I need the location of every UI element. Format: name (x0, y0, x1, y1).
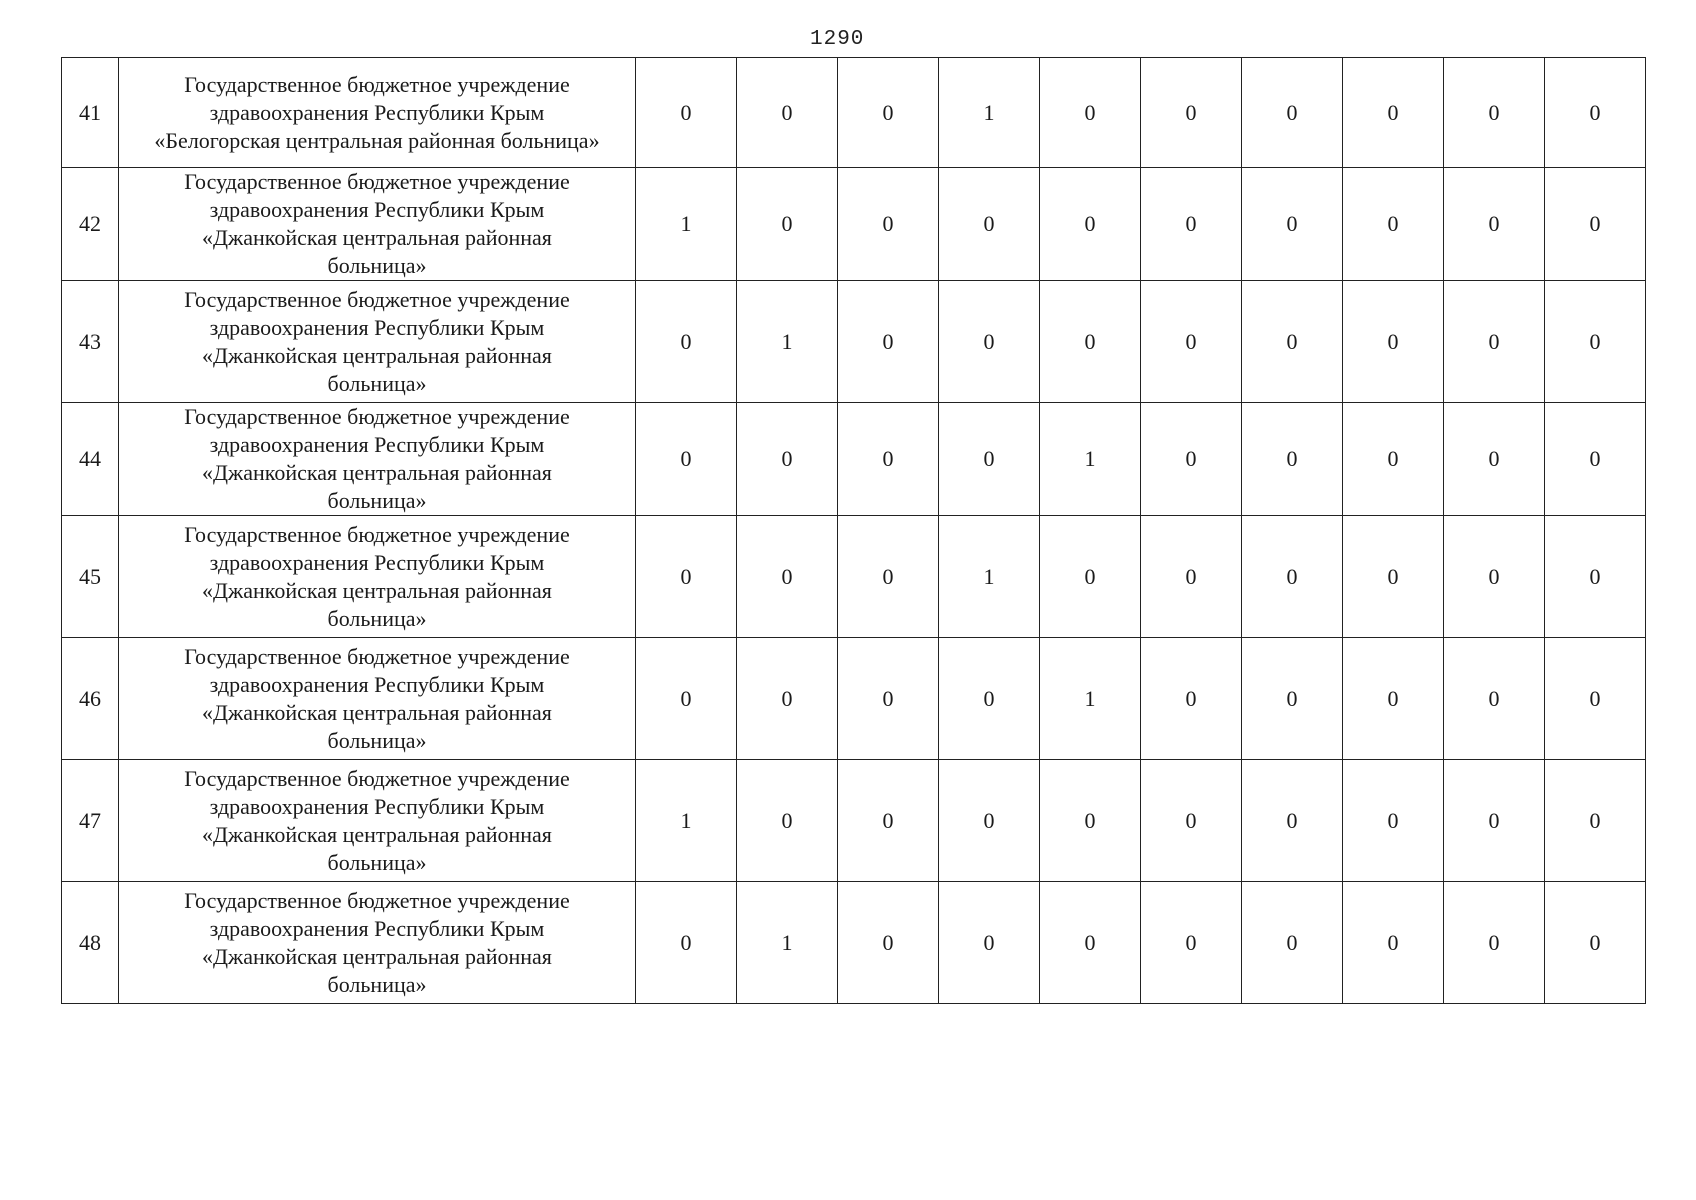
table-body (62, 58, 1646, 1004)
value-cell: 0 (1444, 516, 1545, 638)
institution-name-line: Государственное бюджетное учреждение (184, 765, 570, 791)
institution-name-cell (119, 638, 636, 760)
value-cell: 0 (1141, 516, 1242, 638)
value-cell: 0 (1545, 882, 1646, 1004)
row-number-cell: 43 (62, 281, 119, 403)
value-cell: 0 (1343, 882, 1444, 1004)
value-cell: 0 (1040, 168, 1141, 281)
institution-name-line: здравоохранения Республики Крым (209, 197, 545, 222)
table-row (62, 760, 1646, 882)
table-row (62, 403, 1646, 516)
institution-name-line: здравоохранения Республики Крым (209, 432, 545, 457)
institution-name-cell (119, 58, 636, 168)
value-cell: 0 (1242, 760, 1343, 882)
institution-name-line: «Джанкойская центральная районная (202, 943, 552, 969)
institution-name-line: Государственное бюджетное учреждение (184, 71, 570, 97)
institution-name-line: здравоохранения Республики Крым (209, 671, 545, 697)
table-row (62, 882, 1646, 1004)
value-cell: 0 (1242, 168, 1343, 281)
value-cell: 0 (838, 58, 939, 168)
institution-name-line: «Джанкойская центральная районная (202, 821, 552, 847)
value-cell: 1 (1040, 403, 1141, 516)
value-cell: 0 (1040, 882, 1141, 1004)
institution-name-line: больница» (327, 849, 427, 875)
value-cell: 1 (1040, 638, 1141, 760)
value-cell: 0 (838, 168, 939, 281)
value-cell: 0 (1444, 638, 1545, 760)
value-cell: 0 (636, 882, 737, 1004)
value-cell: 0 (1545, 760, 1646, 882)
value-cell: 0 (1545, 403, 1646, 516)
table-row (62, 516, 1646, 638)
value-cell: 1 (636, 760, 737, 882)
value-cell: 0 (737, 638, 838, 760)
data-table (61, 57, 1646, 1004)
value-cell: 0 (1444, 281, 1545, 403)
value-cell: 0 (1141, 638, 1242, 760)
value-cell: 0 (1040, 281, 1141, 403)
institution-name-line: Государственное бюджетное учреждение (184, 286, 570, 312)
value-cell: 0 (838, 882, 939, 1004)
value-cell: 0 (636, 58, 737, 168)
value-cell: 0 (737, 58, 838, 168)
table-row (62, 168, 1646, 281)
institution-name-line: «Джанкойская центральная районная (202, 225, 552, 250)
value-cell: 0 (1242, 638, 1343, 760)
value-cell: 0 (1141, 281, 1242, 403)
value-cell: 0 (1343, 403, 1444, 516)
value-cell: 0 (939, 638, 1040, 760)
row-number-cell: 48 (62, 882, 119, 1004)
value-cell: 0 (1545, 281, 1646, 403)
value-cell: 0 (1141, 58, 1242, 168)
institution-name-line: больница» (327, 370, 427, 396)
value-cell: 0 (939, 403, 1040, 516)
value-cell: 0 (1343, 516, 1444, 638)
table-row (62, 638, 1646, 760)
value-cell: 0 (636, 281, 737, 403)
row-number-cell: 42 (62, 168, 119, 281)
value-cell: 0 (838, 760, 939, 882)
value-cell: 0 (1343, 638, 1444, 760)
institution-name-line: «Белогорская центральная районная больница» (154, 127, 600, 153)
institution-name-cell (119, 516, 636, 638)
value-cell: 0 (838, 516, 939, 638)
value-cell: 0 (1343, 760, 1444, 882)
value-cell: 0 (939, 168, 1040, 281)
value-cell: 0 (1040, 516, 1141, 638)
institution-name-line: Государственное бюджетное учреждение (184, 643, 570, 669)
value-cell: 0 (1444, 58, 1545, 168)
value-cell: 0 (1141, 403, 1242, 516)
institution-name-line: Государственное бюджетное учреждение (184, 887, 570, 913)
value-cell: 0 (838, 281, 939, 403)
value-cell: 1 (636, 168, 737, 281)
value-cell: 0 (1242, 403, 1343, 516)
institution-name-cell (119, 760, 636, 882)
table-row (62, 58, 1646, 168)
row-number-cell: 47 (62, 760, 119, 882)
value-cell: 1 (737, 281, 838, 403)
value-cell: 0 (838, 638, 939, 760)
row-number-cell: 41 (62, 58, 119, 168)
institution-name-line: здравоохранения Республики Крым (209, 549, 545, 575)
value-cell: 0 (1242, 58, 1343, 168)
institution-name-line: больница» (327, 727, 427, 753)
value-cell: 0 (1141, 882, 1242, 1004)
institution-name-line: здравоохранения Республики Крым (209, 915, 545, 941)
institution-name-line: больница» (327, 605, 427, 631)
institution-name-line: «Джанкойская центральная районная (202, 460, 552, 485)
value-cell: 1 (939, 58, 1040, 168)
value-cell: 0 (636, 638, 737, 760)
value-cell: 0 (1141, 760, 1242, 882)
institution-name-line: здравоохранения Республики Крым (209, 314, 545, 340)
value-cell: 0 (1545, 638, 1646, 760)
institution-name-line: Государственное бюджетное учреждение (184, 404, 570, 429)
institution-name-line: здравоохранения Республики Крым (209, 99, 545, 125)
value-cell: 0 (1444, 168, 1545, 281)
institution-name-line: больница» (327, 971, 427, 997)
institution-name-line: «Джанкойская центральная районная (202, 577, 552, 603)
value-cell: 0 (1545, 516, 1646, 638)
value-cell: 0 (737, 516, 838, 638)
value-cell: 0 (939, 882, 1040, 1004)
institution-name-line: здравоохранения Республики Крым (209, 793, 545, 819)
row-number-cell: 44 (62, 403, 119, 516)
row-number-cell: 46 (62, 638, 119, 760)
institution-name-line: Государственное бюджетное учреждение (184, 169, 570, 194)
value-cell: 0 (1444, 760, 1545, 882)
value-cell: 0 (1545, 168, 1646, 281)
value-cell: 0 (1444, 403, 1545, 516)
value-cell: 0 (737, 168, 838, 281)
institution-name-cell (119, 882, 636, 1004)
value-cell: 0 (737, 760, 838, 882)
value-cell: 0 (1343, 168, 1444, 281)
value-cell: 0 (1545, 58, 1646, 168)
value-cell: 0 (1242, 516, 1343, 638)
value-cell: 0 (1242, 281, 1343, 403)
value-cell: 0 (737, 403, 838, 516)
value-cell: 1 (939, 516, 1040, 638)
table-row (62, 281, 1646, 403)
page-number: 1290 (810, 28, 865, 51)
institution-name-cell (119, 281, 636, 403)
value-cell: 0 (1040, 58, 1141, 168)
institution-name-line: «Джанкойская центральная районная (202, 342, 552, 368)
value-cell: 0 (636, 403, 737, 516)
value-cell: 0 (1343, 58, 1444, 168)
value-cell: 0 (939, 760, 1040, 882)
value-cell: 1 (737, 882, 838, 1004)
value-cell: 0 (1141, 168, 1242, 281)
value-cell: 0 (838, 403, 939, 516)
institution-name-cell (119, 168, 636, 281)
value-cell: 0 (636, 516, 737, 638)
value-cell: 0 (1343, 281, 1444, 403)
row-number-cell: 45 (62, 516, 119, 638)
institution-name-line: «Джанкойская центральная районная (202, 699, 552, 725)
value-cell: 0 (1444, 882, 1545, 1004)
value-cell: 0 (1242, 882, 1343, 1004)
institution-name-line: больница» (327, 488, 427, 513)
value-cell: 0 (939, 281, 1040, 403)
institution-name-cell (119, 403, 636, 516)
value-cell: 0 (1040, 760, 1141, 882)
institution-name-line: Государственное бюджетное учреждение (184, 521, 570, 547)
institution-name-line: больница» (327, 253, 427, 278)
